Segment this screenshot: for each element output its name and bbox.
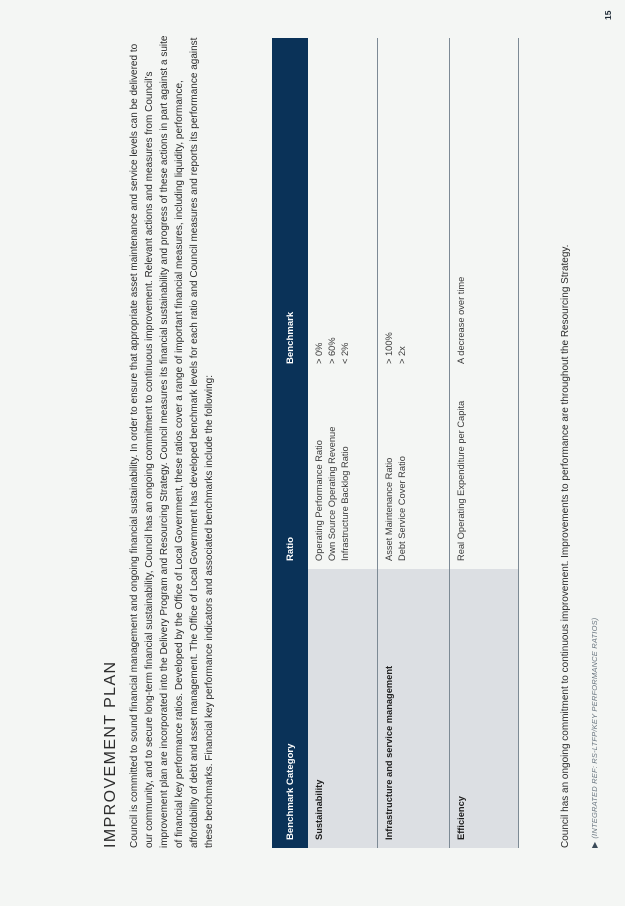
benchmark-item: A decrease over time bbox=[456, 276, 466, 364]
ratio-cell bbox=[450, 372, 519, 569]
ratio-cell bbox=[308, 372, 378, 569]
ratio-item: Infrastructure Backlog Ratio bbox=[340, 446, 350, 561]
benchmark-item: > 60% bbox=[327, 337, 337, 364]
benchmark-cell bbox=[308, 38, 378, 372]
page-number: 15 bbox=[603, 10, 613, 20]
ratio-item: Asset Maintenance Ratio bbox=[384, 457, 394, 561]
ratio-item: Real Operating Expenditure per Capita bbox=[456, 400, 466, 561]
header-benchmark: Benchmark bbox=[272, 38, 308, 372]
category-cell: Sustainability bbox=[308, 569, 378, 848]
header-benchmark-category: Benchmark Category bbox=[272, 569, 308, 848]
ratio-cell bbox=[378, 372, 450, 569]
page-title: IMPROVEMENT PLAN bbox=[102, 660, 119, 848]
table-row bbox=[308, 38, 378, 848]
benchmark-cell bbox=[378, 38, 450, 372]
benchmark-item: < 2% bbox=[340, 342, 350, 364]
intro-paragraph: Council is committed to sound financial management and ongoing financial sustainability. In order to ensure that appropriate asset maintenance and service levels can be delivered to our community, and to secure long-term financial sustainability, Council has an ongoing commitment to continuous improvement. Relevant actions and measures from Council’s improvement plan are incorporated into the Delivery Program and Resourcing Strategy. Council measures its financial sustainability and progress of these actions in part against a suite of financial key performance ratios. Developed by the Office of Local Government, these ratios cover a range of important financial measures, including liquidity, performance, affordability of debt and asset management. The Office of Local Government has developed benchmark levels for each ratio and Council measures and reports its performance against these benchmarks. Financial key performance indicators and associated benchmarks include the following: bbox=[129, 35, 215, 848]
category-cell: Efficiency bbox=[450, 569, 519, 848]
triangle-right-icon: ▶ bbox=[590, 841, 599, 848]
benchmark-item: > 100% bbox=[384, 332, 394, 364]
benchmark-cell bbox=[450, 38, 519, 372]
benchmark-item: > 0% bbox=[314, 342, 324, 364]
ratio-item: Debt Service Cover Ratio bbox=[397, 456, 407, 561]
table-header-row bbox=[272, 38, 308, 848]
benchmark-table bbox=[272, 38, 519, 848]
header-ratio: Ratio bbox=[272, 372, 308, 569]
ratio-item: Own Source Operating Revenue bbox=[327, 426, 337, 561]
category-cell: Infrastructure and service management bbox=[378, 569, 450, 848]
integrated-reference bbox=[590, 617, 599, 848]
table-row bbox=[378, 38, 450, 848]
ratio-item: Operating Performance Ratio bbox=[314, 440, 324, 561]
benchmark-item: > 2x bbox=[397, 346, 407, 364]
reference-text: (INTEGRATED REF: RS-LTFP/KEY PERFORMANCE RATIOS) bbox=[590, 617, 599, 839]
table-row bbox=[450, 38, 519, 848]
closing-paragraph: Council has an ongoing commitment to continuous improvement. Improvements to performance are throughout the Resourcing Strategy. bbox=[560, 244, 571, 848]
